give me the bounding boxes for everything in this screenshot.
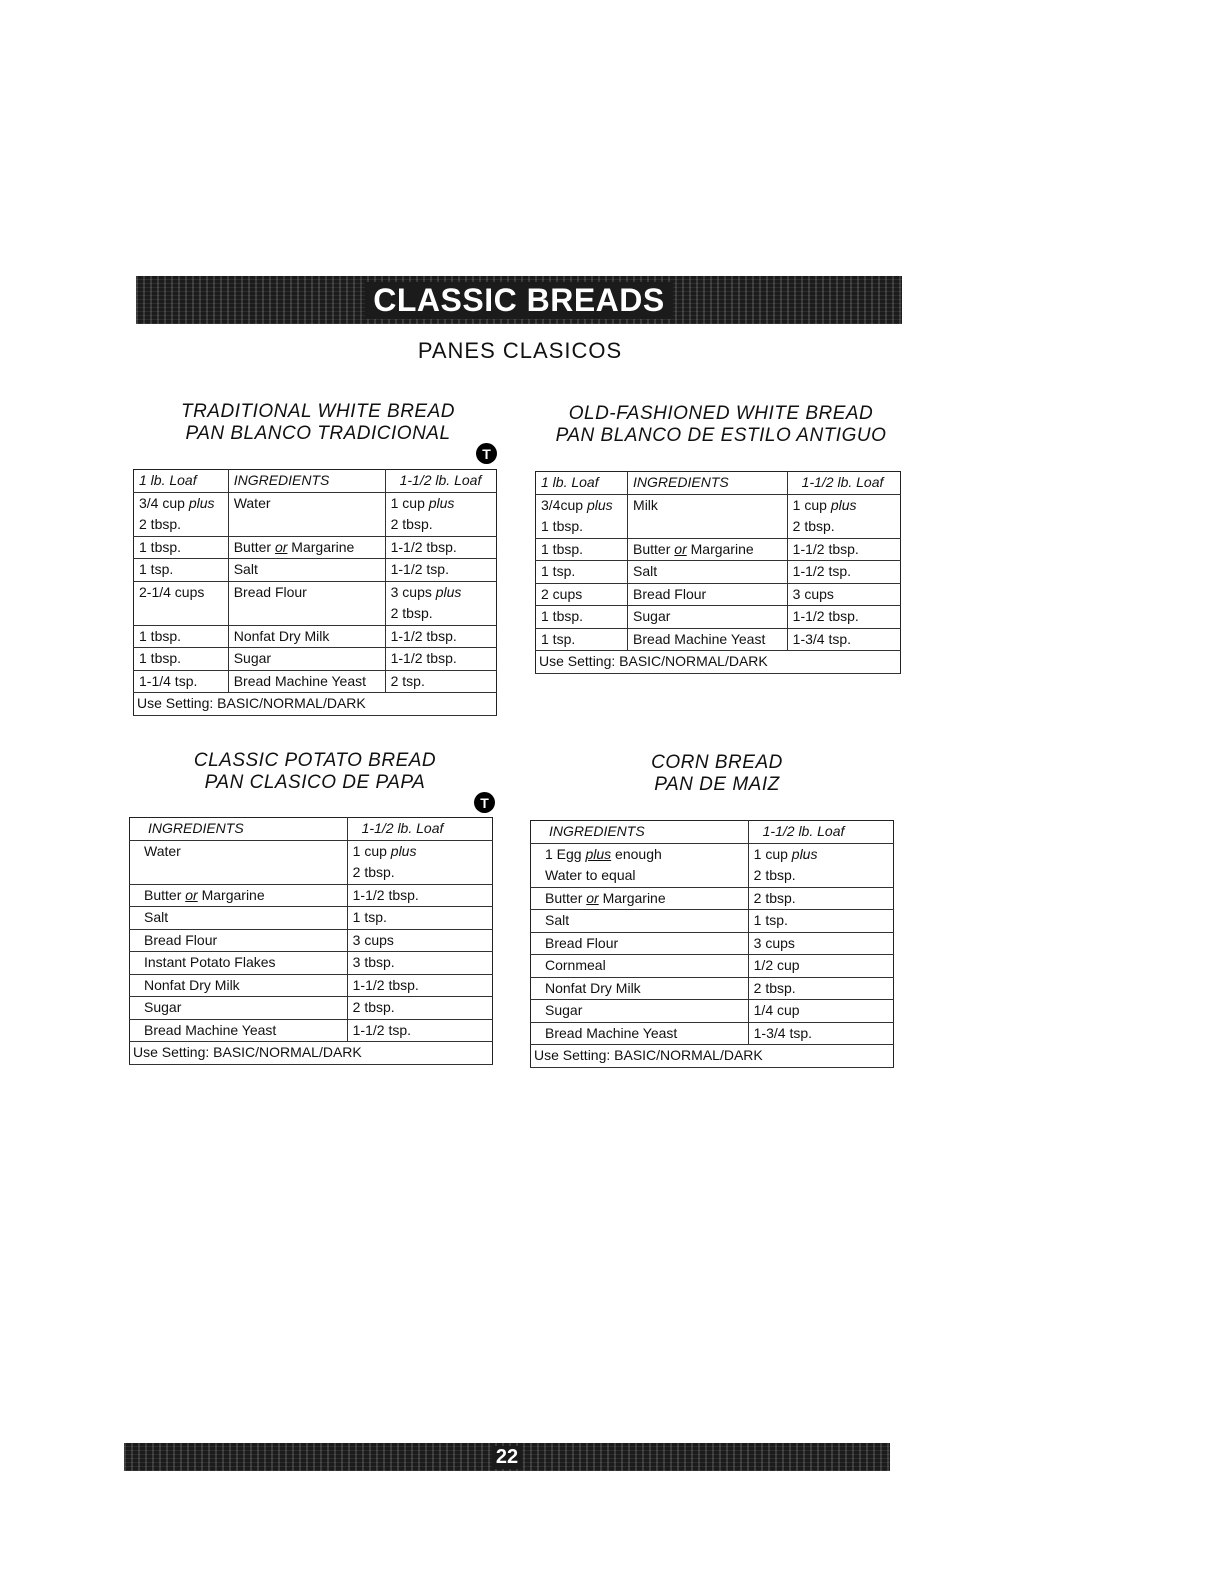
use-setting-text: Use Setting: BASIC/NORMAL/DARK [130,1042,493,1065]
table-cell: 2 tbsp. [385,514,496,536]
table-cell: 1 tbsp. [536,606,628,629]
table-cell: Milk [628,494,788,516]
table-cell: 2-1/4 cups [139,583,205,600]
table-cell: 1 tbsp. [134,536,229,559]
table-row [536,561,901,584]
table-cell: Salt [531,910,749,933]
table-cell [228,514,385,536]
recipe-title-block [160,750,470,794]
table-header-row [134,470,497,493]
table-cell: 2 cups [536,583,628,606]
column-header: INGREDIENTS [130,818,348,841]
table-row [536,538,901,561]
setting-row [536,651,901,674]
table-cell: Salt [228,559,385,582]
table-cell: 1-1/2 tsp. [787,561,900,584]
table-row [531,955,894,978]
table-header-row [531,821,894,844]
table-cell: 3 cups [787,583,900,606]
table-row [134,559,497,582]
table-cell: 1 tbsp. [536,516,628,538]
table-cell: 1-1/2 tbsp. [347,974,492,997]
table-cell: 1 cup plus [748,843,893,865]
table-cell: Sugar [531,1000,749,1023]
table-cell: 1-1/2 tsp. [347,1019,492,1042]
table-row [134,536,497,559]
table-cell: 1-3/4 tsp. [748,1022,893,1045]
recipe-title-block [540,403,902,447]
table-cell: 2 tbsp. [748,977,893,1000]
table-cell: Cornmeal [531,955,749,978]
table-cell: Butter or Margarine [228,536,385,559]
setting-row [531,1045,894,1068]
table-cell: 1 tsp. [536,561,628,584]
table-cell: 1 cup plus [385,492,496,514]
table-row [134,625,497,648]
table-cell: 3/4 cup plus [139,494,215,511]
column-header: INGREDIENTS [531,821,749,844]
recipe-title: CLASSIC POTATO BREAD [193,750,437,771]
recipe-title: CORN BREAD [651,752,783,773]
table-cell: 1-1/2 tsp. [385,559,496,582]
table-cell: 1-1/2 tbsp. [385,536,496,559]
table-cell: Salt [130,907,348,930]
column-header: 1-1/2 lb. Loaf [385,470,496,493]
table-cell: 1-1/2 tbsp. [385,625,496,648]
setting-row [134,693,497,716]
recipe-title-spanish: PAN BLANCO TRADICIONAL [185,423,451,444]
section-banner [136,276,902,324]
table-cell: 1 cup plus [787,494,900,516]
banner-title: CLASSIC BREADS [365,282,672,319]
use-setting-text: Use Setting: BASIC/NORMAL/DARK [531,1045,894,1068]
table-cell: 1 tsp. [347,907,492,930]
table-cell: 1 tbsp. [134,625,229,648]
use-setting-text: Use Setting: BASIC/NORMAL/DARK [536,651,901,674]
table-row [134,581,497,603]
table-row [130,862,493,884]
table-row [536,606,901,629]
table-cell: 1/2 cup [748,955,893,978]
page-subtitle: PANES CLASICOS [417,338,623,363]
use-setting-text: Use Setting: BASIC/NORMAL/DARK [134,693,497,716]
table-cell: Bread Machine Yeast [531,1022,749,1045]
table-cell: 2 tbsp. [748,887,893,910]
table-row [130,840,493,862]
table-row [536,628,901,651]
table-row [134,492,497,514]
table-cell [130,862,348,884]
table-header-row [130,818,493,841]
footer-banner [124,1443,890,1471]
table-cell [228,603,385,625]
table-cell: 2 tbsp. [748,865,893,887]
table-cell: 1 tbsp. [134,648,229,671]
table-row [531,1022,894,1045]
recipe-title-block [610,752,824,796]
recipe-title-block [160,401,476,445]
table-cell: 1-3/4 tsp. [787,628,900,651]
recipe-title: TRADITIONAL WHITE BREAD [180,401,455,422]
recipe-title-spanish: PAN CLASICO DE PAPA [204,772,426,793]
table-row [130,997,493,1020]
table-row [134,648,497,671]
column-header: 1-1/2 lb. Loaf [787,472,900,495]
table-row [531,910,894,933]
table-cell: Bread Machine Yeast [228,670,385,693]
column-header: 1-1/2 lb. Loaf [347,818,492,841]
table-row [130,974,493,997]
table-cell: 2 tbsp. [787,516,900,538]
table-cell: 1 tsp. [536,628,628,651]
table-cell: Butter or Margarine [130,884,348,907]
table-row [531,843,894,865]
table-cell: 3 cups [748,932,893,955]
table-row [531,887,894,910]
table-row [130,952,493,975]
table-row [536,516,901,538]
table-cell: Nonfat Dry Milk [228,625,385,648]
table-cell [628,516,788,538]
table-cell: 1 cup plus [347,840,492,862]
recipe-table [129,817,493,1065]
table-cell: Sugar [228,648,385,671]
column-header: 1 lb. Loaf [536,472,628,495]
column-header: INGREDIENTS [228,470,385,493]
table-cell: 3/4cup plus [541,496,613,513]
table-row [134,670,497,693]
table-cell: Nonfat Dry Milk [531,977,749,1000]
table-row [130,884,493,907]
column-header: 1 lb. Loaf [134,470,229,493]
table-cell: 1 tsp. [748,910,893,933]
recipe-title: OLD-FASHIONED WHITE BREAD [568,403,874,424]
table-row [130,929,493,952]
table-row [531,1000,894,1023]
table-cell: Water to equal [531,865,749,887]
table-cell: Bread Flour [531,932,749,955]
table-cell: Bread Flour [130,929,348,952]
table-cell: 1/4 cup [748,1000,893,1023]
table-cell: Butter or Margarine [628,538,788,561]
table-cell: 1-1/2 tbsp. [385,648,496,671]
table-cell [134,603,229,625]
table-cell: Bread Flour [628,583,788,606]
table-cell: Salt [628,561,788,584]
table-row [134,603,497,625]
table-row [536,494,901,516]
table-row [531,932,894,955]
table-cell: 2 tsp. [385,670,496,693]
table-cell: 1 tbsp. [536,538,628,561]
table-cell: 2 tbsp. [134,514,229,536]
column-header: 1-1/2 lb. Loaf [748,821,893,844]
setting-row [130,1042,493,1065]
table-row [531,977,894,1000]
table-cell: 3 cups plus [385,581,496,603]
table-cell: 1-1/2 tbsp. [787,538,900,561]
table-cell: Nonfat Dry Milk [130,974,348,997]
table-cell: Bread Flour [228,581,385,603]
table-cell: Water [144,842,181,859]
table-cell: Sugar [628,606,788,629]
table-cell: 1-1/2 tbsp. [347,884,492,907]
table-row [536,583,901,606]
table-cell: 1 tsp. [134,559,229,582]
recipe-table [133,469,497,716]
table-row [130,907,493,930]
recipe-title-spanish: PAN BLANCO DE ESTILO ANTIGUO [555,425,887,446]
table-cell: Sugar [130,997,348,1020]
timer-icon: T [474,792,495,813]
recipe-table [530,820,894,1068]
table-cell: Water [228,492,385,514]
table-row [531,865,894,887]
table-cell: 3 tbsp. [347,952,492,975]
table-cell: 2 tbsp. [347,862,492,884]
table-cell: 1-1/2 tbsp. [787,606,900,629]
table-cell: Instant Potato Flakes [130,952,348,975]
table-header-row [536,472,901,495]
table-cell: 1-1/4 tsp. [134,670,229,693]
column-header: INGREDIENTS [628,472,788,495]
table-cell: Bread Machine Yeast [628,628,788,651]
table-cell: Butter or Margarine [531,887,749,910]
table-row [130,1019,493,1042]
table-cell: 1 Egg plus enough [545,845,662,862]
table-cell: 2 tbsp. [347,997,492,1020]
table-cell: Bread Machine Yeast [130,1019,348,1042]
table-row [134,514,497,536]
timer-icon: T [476,443,497,464]
page-number: 22 [492,1446,522,1469]
table-cell: 3 cups [347,929,492,952]
recipe-table [535,471,901,674]
recipe-title-spanish: PAN DE MAIZ [654,774,780,795]
table-cell: 2 tbsp. [385,603,496,625]
